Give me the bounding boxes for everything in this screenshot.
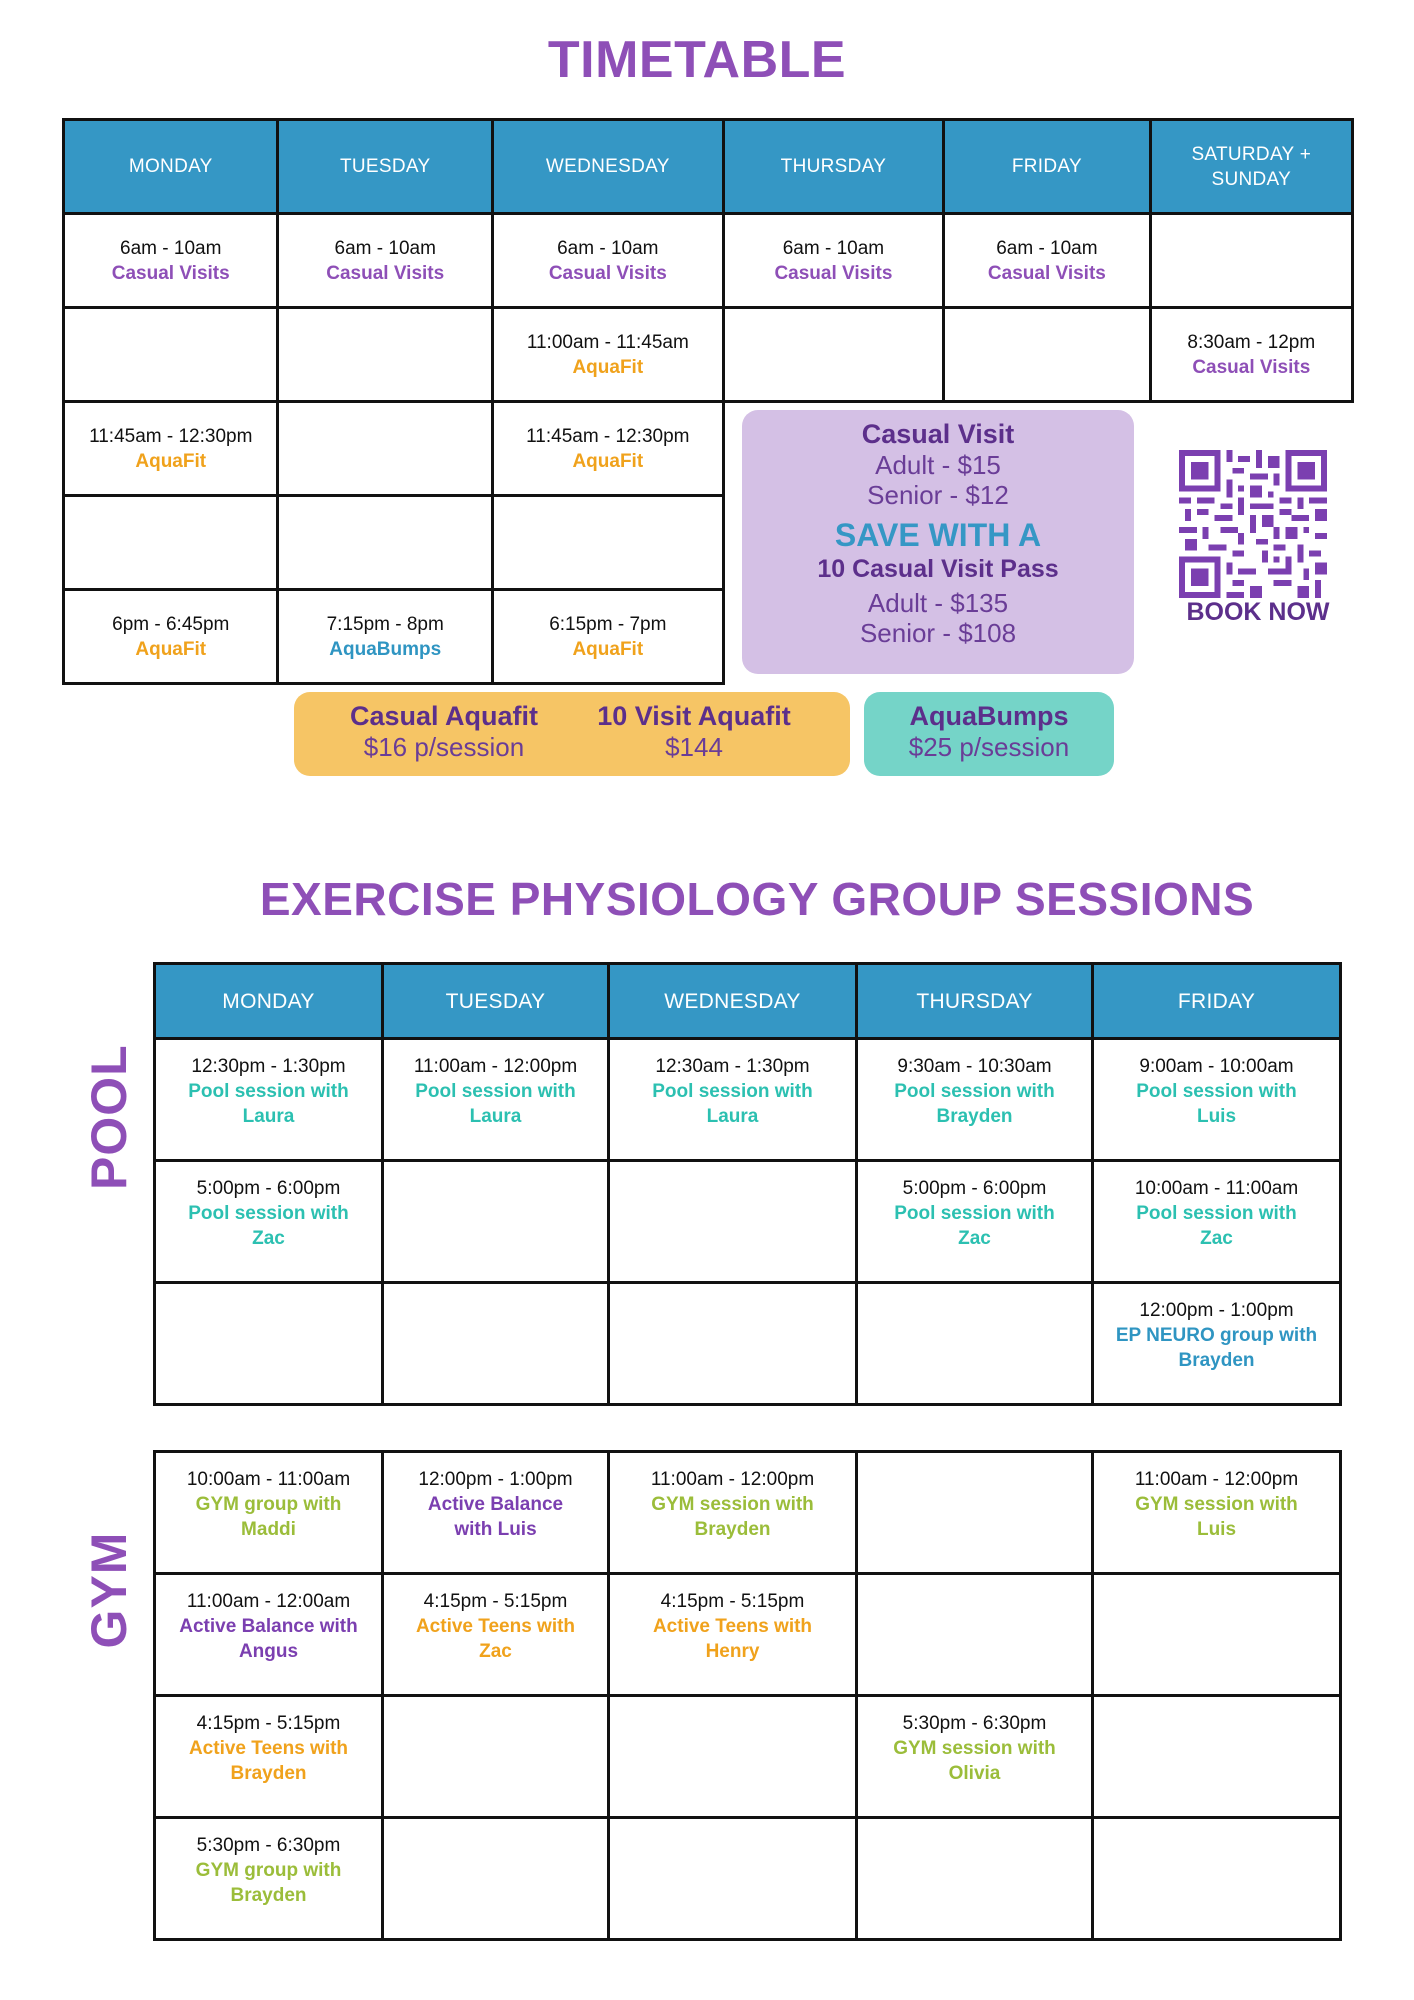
empty-cell <box>1093 1574 1341 1696</box>
session-time: 11:00am - 11:45am <box>526 331 689 353</box>
session-time: 10:00am - 11:00am <box>186 1469 351 1490</box>
session-cell <box>278 590 492 684</box>
session-cell <box>1150 308 1352 402</box>
session-time: 11:00am - 12:00pm <box>413 1056 578 1077</box>
session-activity: GYM session with <box>1135 1494 1298 1515</box>
table-row <box>64 308 1353 402</box>
session-activity: Active Balance with <box>179 1616 358 1637</box>
gym-section-label: GYM <box>81 1531 137 1649</box>
session-cell <box>383 1039 609 1161</box>
table-row <box>155 1161 1341 1283</box>
session-time: 11:00am - 12:00pm <box>1134 1469 1299 1490</box>
empty-cell <box>609 1696 857 1818</box>
session-activity: Active Teens with <box>652 1616 813 1637</box>
ten-visit-aquafit-price: $144 <box>665 732 723 762</box>
session-cell <box>609 1039 857 1161</box>
pass-adult-price: Adult - $135 <box>867 588 1009 618</box>
casual-visit-adult-price: Adult - $15 <box>875 450 1001 480</box>
empty-cell <box>383 1818 609 1940</box>
day-header: THURSDAY <box>723 120 944 214</box>
session-time: 6am - 10am <box>557 237 659 259</box>
session-activity: AquaBumps <box>329 638 442 660</box>
session-instructor: Laura <box>706 1106 759 1127</box>
session-cell <box>857 1039 1093 1161</box>
session-cell <box>155 1452 383 1574</box>
session-time: 7:15pm - 8pm <box>326 613 444 635</box>
session-time: 6am - 10am <box>782 237 885 259</box>
session-activity: Casual Visits <box>987 262 1106 284</box>
empty-cell <box>857 1818 1093 1940</box>
session-instructor: Zac <box>1200 1228 1233 1249</box>
pass-heading: 10 Casual Visit Pass <box>817 555 1059 583</box>
session-cell <box>64 590 278 684</box>
empty-cell <box>857 1574 1093 1696</box>
empty-cell <box>857 1283 1093 1405</box>
session-time: 5:00pm - 6:00pm <box>196 1178 341 1199</box>
session-activity: AquaFit <box>572 638 644 660</box>
session-cell <box>155 1818 383 1940</box>
session-activity: GYM group with <box>195 1494 342 1515</box>
day-header: TUESDAY <box>383 964 609 1039</box>
session-time: 5:00pm - 6:00pm <box>902 1178 1047 1199</box>
day-header: FRIDAY <box>944 120 1150 214</box>
session-time: 5:30pm - 6:30pm <box>196 1835 341 1856</box>
session-instructor: Brayden <box>1178 1350 1255 1371</box>
casual-visit-senior-price: Senior - $12 <box>867 480 1009 510</box>
session-activity: Casual Visits <box>1192 356 1311 378</box>
qr-code-icon[interactable] <box>1178 450 1328 598</box>
session-instructor: Zac <box>958 1228 991 1249</box>
session-activity: GYM session with <box>893 1738 1056 1759</box>
session-activity: Pool session with <box>894 1081 1055 1102</box>
empty-cell <box>155 1283 383 1405</box>
session-cell <box>492 308 723 402</box>
session-cell <box>1093 1161 1341 1283</box>
session-cell <box>155 1696 383 1818</box>
session-instructor: Luis <box>1196 1106 1237 1127</box>
empty-cell <box>723 308 944 402</box>
session-cell <box>383 1574 609 1696</box>
session-activity: Active Teens with <box>415 1616 576 1637</box>
day-header: MONDAY <box>64 120 278 214</box>
empty-cell <box>64 496 278 590</box>
aquabumps-pricing-card <box>864 692 1114 776</box>
session-instructor: with Luis <box>454 1519 537 1540</box>
session-instructor: Maddi <box>241 1519 296 1540</box>
session-activity: Pool session with <box>1136 1081 1297 1102</box>
session-instructor: Angus <box>238 1641 299 1662</box>
session-activity: Casual Visits <box>774 262 893 284</box>
session-time: 12:30pm - 1:30pm <box>191 1056 346 1077</box>
casual-visit-heading: Casual Visit <box>861 419 1015 449</box>
session-time: 4:15pm - 5:15pm <box>196 1713 341 1734</box>
empty-cell <box>492 496 723 590</box>
session-time: 6am - 10am <box>120 237 222 259</box>
session-time: 4:15pm - 5:15pm <box>660 1591 805 1612</box>
day-header: FRIDAY <box>1093 964 1341 1039</box>
table-row <box>155 1039 1341 1161</box>
aquabumps-price: $25 p/session <box>908 732 1070 762</box>
book-now-label[interactable]: BOOK NOW <box>1186 598 1330 626</box>
session-instructor: Brayden <box>230 1885 307 1906</box>
day-header: THURSDAY <box>857 964 1093 1039</box>
session-cell <box>1093 1283 1341 1405</box>
day-header: WEDNESDAY <box>492 120 723 214</box>
aquabumps-heading: AquaBumps <box>909 701 1069 731</box>
session-time: 11:45am - 12:30pm <box>526 425 690 447</box>
session-cell <box>944 214 1150 308</box>
session-activity: Pool session with <box>188 1081 349 1102</box>
session-time: 6am - 10am <box>996 237 1098 259</box>
session-instructor: Brayden <box>936 1106 1013 1127</box>
session-cell <box>64 214 278 308</box>
session-instructor: Brayden <box>694 1519 771 1540</box>
empty-cell <box>1093 1696 1341 1818</box>
session-cell <box>155 1574 383 1696</box>
session-cell <box>492 402 723 496</box>
session-time: 4:15pm - 5:15pm <box>423 1591 568 1612</box>
session-cell <box>723 214 944 308</box>
session-activity: AquaFit <box>572 450 644 472</box>
table-row <box>64 214 1353 308</box>
session-cell <box>857 1696 1093 1818</box>
session-cell <box>155 1161 383 1283</box>
session-activity: GYM session with <box>651 1494 814 1515</box>
session-activity: Active Balance <box>427 1494 564 1515</box>
session-time: 11:00am - 12:00am <box>186 1591 351 1612</box>
session-time: 11:45am - 12:30pm <box>89 425 253 447</box>
session-time: 12:00pm - 1:00pm <box>1139 1300 1294 1321</box>
session-activity: Casual Visits <box>326 262 445 284</box>
session-cell <box>492 590 723 684</box>
empty-cell <box>1150 214 1352 308</box>
session-activity: AquaFit <box>135 638 207 660</box>
ten-visit-aquafit-price-group <box>584 700 804 762</box>
day-header: TUESDAY <box>278 120 492 214</box>
session-activity: GYM group with <box>195 1860 342 1881</box>
session-cell <box>609 1452 857 1574</box>
timetable-title: TIMETABLE <box>547 31 847 89</box>
day-header: MONDAY <box>155 964 383 1039</box>
table-row <box>155 1452 1341 1574</box>
casual-aquafit-price: $16 p/session <box>363 732 525 762</box>
ep-section-title: EXERCISE PHYSIOLOGY GROUP SESSIONS <box>259 873 1255 925</box>
session-activity: EP NEURO group with <box>1115 1325 1318 1346</box>
session-cell <box>278 214 492 308</box>
aquafit-pricing-card <box>294 692 850 776</box>
session-time: 8:30am - 12pm <box>1187 331 1316 353</box>
pool-section-label: POOL <box>81 1044 137 1190</box>
empty-cell <box>278 402 492 496</box>
session-time: 12:30am - 1:30pm <box>655 1056 810 1077</box>
session-time: 6am - 10am <box>334 237 436 259</box>
ep-header-row <box>155 964 1341 1039</box>
empty-cell <box>1093 1818 1341 1940</box>
save-heading: SAVE WITH A <box>834 517 1042 553</box>
session-time: 5:30pm - 6:30pm <box>902 1713 1047 1734</box>
session-activity: Casual Visits <box>111 262 230 284</box>
session-activity: Casual Visits <box>548 262 667 284</box>
session-time: 6pm - 6:45pm <box>112 613 230 635</box>
empty-cell <box>609 1283 857 1405</box>
session-activity: Pool session with <box>894 1203 1055 1224</box>
session-cell <box>1093 1452 1341 1574</box>
session-instructor: Brayden <box>230 1763 307 1784</box>
casual-aquafit-price-group <box>334 700 554 762</box>
session-instructor: Zac <box>479 1641 512 1662</box>
session-activity: Active Teens with <box>188 1738 349 1759</box>
table-row <box>155 1574 1341 1696</box>
session-instructor: Olivia <box>948 1763 1001 1784</box>
session-activity: Pool session with <box>415 1081 576 1102</box>
day-header: WEDNESDAY <box>609 964 857 1039</box>
gym-sessions-table <box>153 1450 1342 1941</box>
session-time: 9:00am - 10:00am <box>1139 1056 1294 1077</box>
session-instructor: Zac <box>252 1228 285 1249</box>
ten-visit-aquafit-heading: 10 Visit Aquafit <box>597 701 791 731</box>
empty-cell <box>383 1696 609 1818</box>
pool-sessions-table <box>153 962 1342 1406</box>
day-header: SATURDAY + SUNDAY <box>1150 120 1352 214</box>
session-activity: Pool session with <box>652 1081 813 1102</box>
empty-cell <box>857 1452 1093 1574</box>
table-row <box>155 1818 1341 1940</box>
session-cell <box>609 1574 857 1696</box>
session-cell <box>492 214 723 308</box>
table-row <box>155 1283 1341 1405</box>
session-cell <box>857 1161 1093 1283</box>
empty-cell <box>383 1283 609 1405</box>
casual-aquafit-heading: Casual Aquafit <box>349 701 539 731</box>
empty-cell <box>383 1161 609 1283</box>
session-activity: AquaFit <box>572 356 644 378</box>
session-activity: Pool session with <box>1136 1203 1297 1224</box>
empty-cell <box>64 308 278 402</box>
empty-cell <box>609 1161 857 1283</box>
session-cell <box>1093 1039 1341 1161</box>
session-cell <box>383 1452 609 1574</box>
session-instructor: Luis <box>1196 1519 1237 1540</box>
session-time: 11:00am - 12:00pm <box>650 1469 815 1490</box>
empty-cell <box>609 1818 857 1940</box>
session-instructor: Laura <box>242 1106 295 1127</box>
session-time: 10:00am - 11:00am <box>1134 1178 1299 1199</box>
empty-cell <box>278 308 492 402</box>
session-cell <box>155 1039 383 1161</box>
timetable-header-row <box>64 120 1353 214</box>
session-activity: Pool session with <box>188 1203 349 1224</box>
session-cell <box>64 402 278 496</box>
session-activity: AquaFit <box>135 450 207 472</box>
session-time: 9:30am - 10:30am <box>897 1056 1052 1077</box>
table-row <box>64 402 1353 496</box>
table-row <box>155 1696 1341 1818</box>
session-time: 6:15pm - 7pm <box>549 613 667 635</box>
empty-cell <box>278 496 492 590</box>
session-time: 12:00pm - 1:00pm <box>418 1469 573 1490</box>
session-instructor: Henry <box>705 1641 760 1662</box>
casual-visit-pricing-card <box>742 410 1134 674</box>
empty-cell <box>944 308 1150 402</box>
session-instructor: Laura <box>469 1106 522 1127</box>
pass-senior-price: Senior - $108 <box>859 618 1017 648</box>
